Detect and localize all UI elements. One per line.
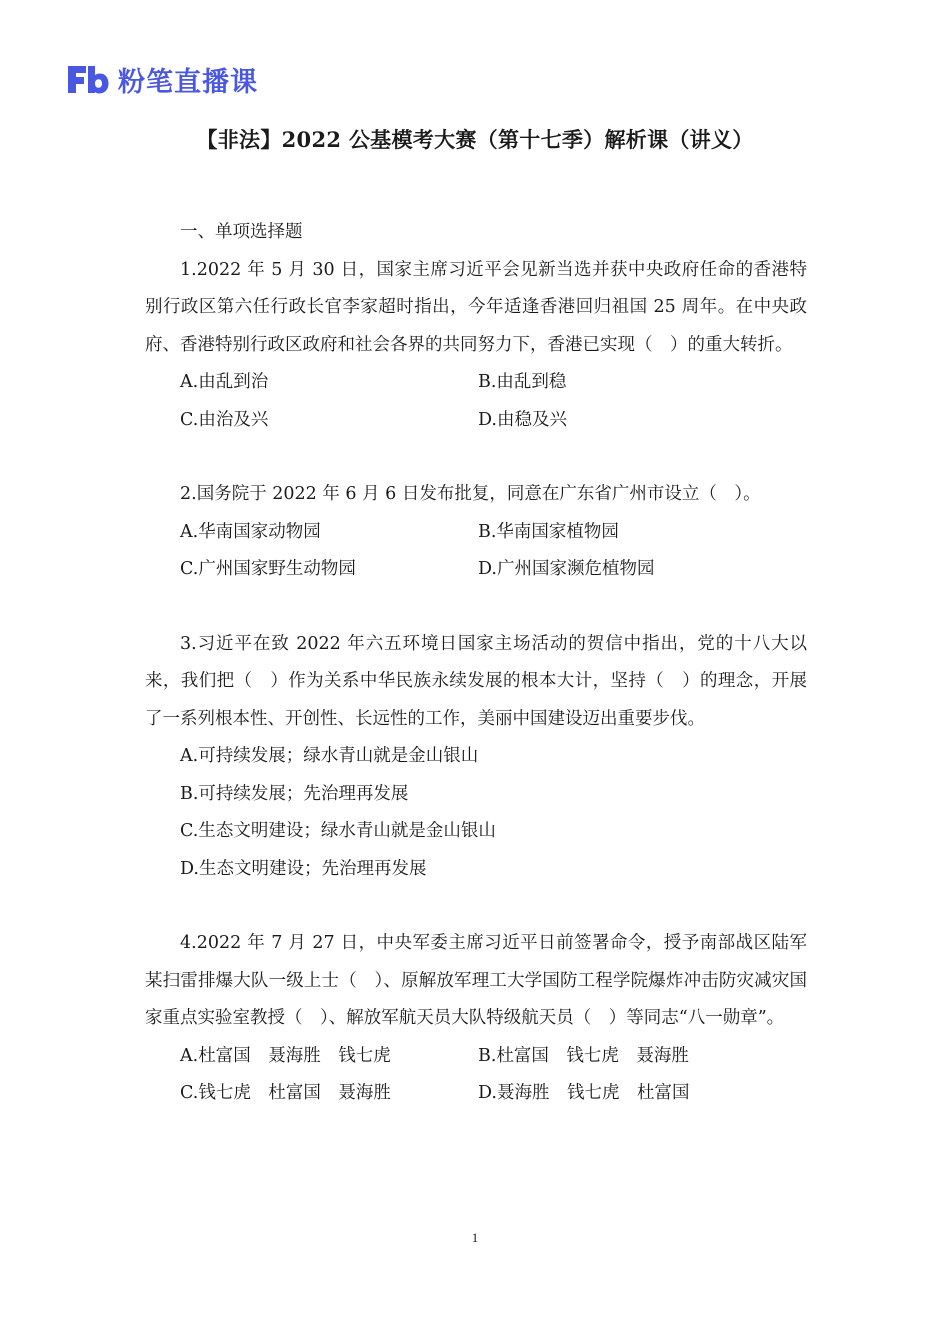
- option-a: A.华南国家动物园: [180, 521, 321, 542]
- option-c: C.钱七虎 杜富国 聂海胜: [180, 1083, 391, 1103]
- question-4: [145, 925, 807, 1113]
- option-a: A.可持续发展；绿水青山就是金山银山: [180, 746, 479, 766]
- option-c: C.广州国家野生动物园: [180, 559, 356, 579]
- option-row: [145, 1075, 807, 1113]
- section-heading: 一、单项选择题: [180, 222, 303, 242]
- question-3: [145, 626, 807, 889]
- question-stem: 2.国务院于 2022 年 6 月 6 日发布批复，同意在广东省广州市设立（ ）。: [180, 484, 761, 504]
- logo-text: 粉笔直播课: [118, 66, 258, 98]
- option-row: [145, 551, 807, 589]
- document-body: [145, 214, 807, 1113]
- option-row: [145, 1038, 807, 1076]
- option-a: A.杜富国 聂海胜 钱七虎: [180, 1045, 391, 1066]
- option-b: B.由乱到稳: [478, 372, 567, 392]
- fb-logo-icon: [66, 62, 110, 96]
- question-stem: 3.习近平在致 2022 年六五环境日国家主场活动的贺信中指出，党的十八大以来，我们把（ ）作为关系中华民族永续发展的根本大计，坚持（ ）的理念，开展了一系列根本性、开创性、长远性的工作，美丽中国建设迈出重要步伐。: [145, 633, 807, 729]
- option-b: B.杜富国 钱七虎 聂海胜: [478, 1045, 689, 1066]
- page-number: 1: [471, 1230, 479, 1245]
- option-row: [145, 402, 807, 440]
- question-2: [145, 476, 807, 589]
- option-d: D.聂海胜 钱七虎 杜富国: [478, 1083, 690, 1103]
- document-title: 【非法】2022 公基模考大赛（第十七季）解析课（讲义）: [196, 127, 754, 152]
- brand-logo: [66, 62, 258, 96]
- option-c: C.由治及兴: [180, 409, 269, 430]
- option-row: [145, 364, 807, 402]
- question-1: [145, 252, 807, 440]
- option-d: D.生态文明建设；先治理再发展: [180, 858, 427, 879]
- question-stem: 4.2022 年 7 月 27 日，中央军委主席习近平日前签署命令，授予南部战区陆军某扫雷排爆大队一级上士（ ）、原解放军理工大学国防工程学院爆炸冲击防灾减灾国家重点实验室教授（ ）、解放军航天员大队特级航天员（ ）等同志“八一勋章”。: [145, 933, 807, 1028]
- question-stem: 1.2022 年 5 月 30 日，国家主席习近平会见新当选并获中央政府任命的香港特别行政区第六任行政长官李家超时指出，今年适逢香港回归祖国 25 周年。在中央政府、香港特别行政区政府和社会各界的共同努力下，香港已实现（ ）的重大转折。: [145, 259, 807, 355]
- option-a: A.由乱到治: [180, 372, 269, 392]
- option-c: C.生态文明建设；绿水青山就是金山银山: [180, 821, 496, 841]
- option-d: D.广州国家濒危植物园: [478, 559, 655, 579]
- option-d: D.由稳及兴: [478, 409, 567, 430]
- option-b: B.可持续发展；先治理再发展: [180, 783, 409, 804]
- option-b: B.华南国家植物园: [478, 521, 619, 542]
- option-row: [145, 514, 807, 552]
